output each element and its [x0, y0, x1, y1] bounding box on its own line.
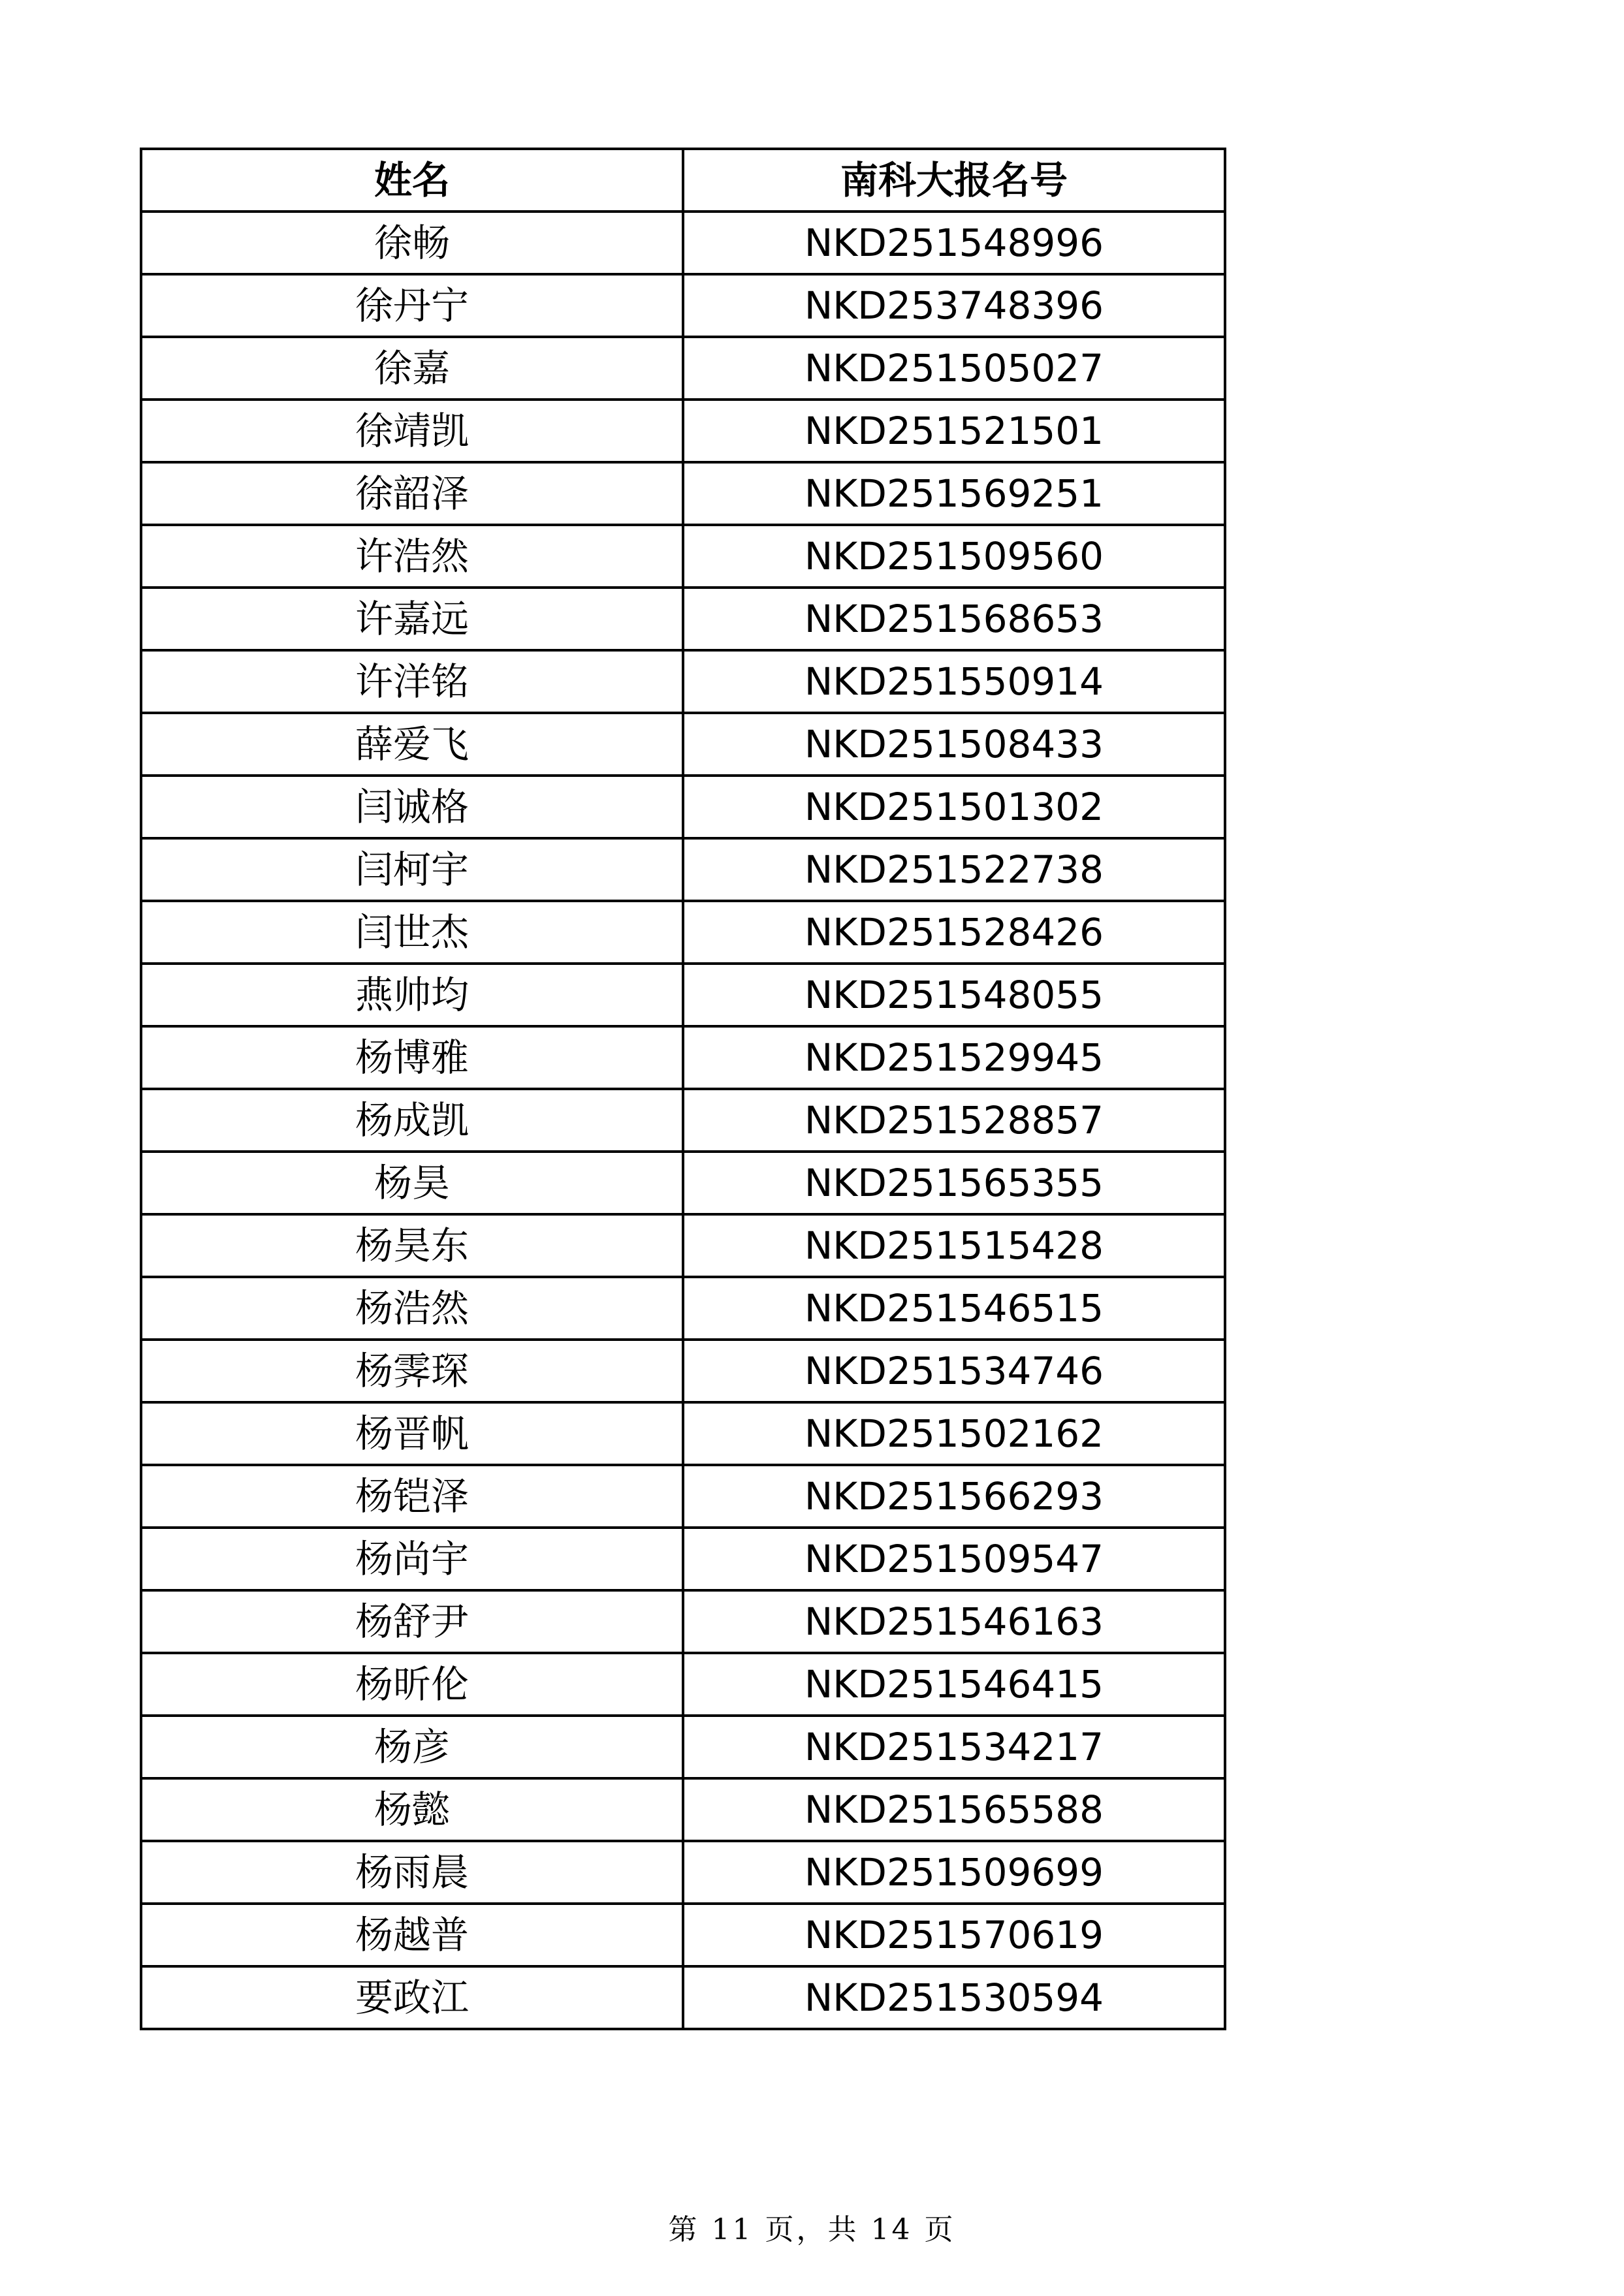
table-row: [141, 1026, 1225, 1089]
cell-name: 闫柯宇: [141, 838, 683, 901]
cell-name: 杨彦: [141, 1716, 683, 1778]
cell-registration-id: NKD251528857: [683, 1089, 1225, 1152]
cell-name: 徐畅: [141, 212, 683, 274]
table-row: [141, 838, 1225, 901]
cell-registration-id: NKD251508433: [683, 713, 1225, 776]
cell-name: 杨昕伦: [141, 1653, 683, 1716]
table-row: [141, 1277, 1225, 1340]
table-row: [141, 650, 1225, 713]
table-row: [141, 1089, 1225, 1152]
cell-registration-id: NKD251529945: [683, 1026, 1225, 1089]
cell-registration-id: NKD251565355: [683, 1152, 1225, 1214]
cell-registration-id: NKD251546415: [683, 1653, 1225, 1716]
cell-name: 杨浩然: [141, 1277, 683, 1340]
cell-registration-id: NKD251534746: [683, 1340, 1225, 1402]
cell-name: 许嘉远: [141, 588, 683, 650]
cell-name: 徐嘉: [141, 337, 683, 400]
cell-name: 徐靖凯: [141, 400, 683, 462]
cell-name: 杨霁琛: [141, 1340, 683, 1402]
cell-name: 杨博雅: [141, 1026, 683, 1089]
cell-registration-id: NKD251522738: [683, 838, 1225, 901]
column-header-name: 姓名: [141, 149, 683, 212]
table-row: [141, 1402, 1225, 1465]
cell-registration-id: NKD251521501: [683, 400, 1225, 462]
table-row: [141, 1152, 1225, 1214]
table-row: [141, 1778, 1225, 1841]
cell-registration-id: NKD251501302: [683, 776, 1225, 838]
table-body: [141, 212, 1225, 2029]
cell-name: 徐丹宁: [141, 274, 683, 337]
cell-name: 闫世杰: [141, 901, 683, 964]
cell-registration-id: NKD251548055: [683, 964, 1225, 1026]
table-row: [141, 1966, 1225, 2029]
cell-name: 杨雨晨: [141, 1841, 683, 1904]
table-row: [141, 1214, 1225, 1277]
cell-registration-id: NKD251509699: [683, 1841, 1225, 1904]
cell-registration-id: NKD251509547: [683, 1528, 1225, 1590]
cell-registration-id: NKD251546163: [683, 1590, 1225, 1653]
table-row: [141, 964, 1225, 1026]
table-row: [141, 337, 1225, 400]
cell-registration-id: NKD253748396: [683, 274, 1225, 337]
table-row: [141, 400, 1225, 462]
cell-registration-id: NKD251534217: [683, 1716, 1225, 1778]
cell-registration-id: NKD251570619: [683, 1904, 1225, 1966]
cell-registration-id: NKD251515428: [683, 1214, 1225, 1277]
cell-name: 徐韶泽: [141, 462, 683, 525]
table-header-row: [141, 149, 1225, 212]
table-row: [141, 525, 1225, 588]
roster-table: [140, 148, 1226, 2030]
cell-registration-id: NKD251565588: [683, 1778, 1225, 1841]
cell-registration-id: NKD251528426: [683, 901, 1225, 964]
cell-registration-id: NKD251569251: [683, 462, 1225, 525]
table-row: [141, 212, 1225, 274]
table-row: [141, 588, 1225, 650]
cell-name: 要政江: [141, 1966, 683, 2029]
table-row: [141, 1528, 1225, 1590]
table-row: [141, 1904, 1225, 1966]
table-row: [141, 1841, 1225, 1904]
cell-name: 杨晋帆: [141, 1402, 683, 1465]
table-row: [141, 462, 1225, 525]
cell-name: 许浩然: [141, 525, 683, 588]
cell-name: 杨成凯: [141, 1089, 683, 1152]
cell-name: 杨铠泽: [141, 1465, 683, 1528]
table-row: [141, 1590, 1225, 1653]
table-row: [141, 776, 1225, 838]
table-row: [141, 1340, 1225, 1402]
cell-registration-id: NKD251548996: [683, 212, 1225, 274]
cell-name: 杨懿: [141, 1778, 683, 1841]
cell-name: 许洋铭: [141, 650, 683, 713]
table-row: [141, 901, 1225, 964]
cell-registration-id: NKD251502162: [683, 1402, 1225, 1465]
page-footer: 第 11 页，共 14 页: [668, 2213, 956, 2246]
cell-name: 燕帅均: [141, 964, 683, 1026]
cell-name: 杨昊东: [141, 1214, 683, 1277]
cell-registration-id: NKD251568653: [683, 588, 1225, 650]
cell-registration-id: NKD251566293: [683, 1465, 1225, 1528]
table-row: [141, 1465, 1225, 1528]
cell-name: 杨昊: [141, 1152, 683, 1214]
cell-name: 杨越普: [141, 1904, 683, 1966]
cell-registration-id: NKD251546515: [683, 1277, 1225, 1340]
cell-name: 薛爱飞: [141, 713, 683, 776]
cell-registration-id: NKD251505027: [683, 337, 1225, 400]
table-row: [141, 713, 1225, 776]
cell-registration-id: NKD251509560: [683, 525, 1225, 588]
cell-registration-id: NKD251550914: [683, 650, 1225, 713]
column-header-registration-id: 南科大报名号: [683, 149, 1225, 212]
cell-name: 杨尚宇: [141, 1528, 683, 1590]
cell-registration-id: NKD251530594: [683, 1966, 1225, 2029]
table-row: [141, 274, 1225, 337]
table-row: [141, 1653, 1225, 1716]
table-row: [141, 1716, 1225, 1778]
cell-name: 杨舒尹: [141, 1590, 683, 1653]
cell-name: 闫诚格: [141, 776, 683, 838]
